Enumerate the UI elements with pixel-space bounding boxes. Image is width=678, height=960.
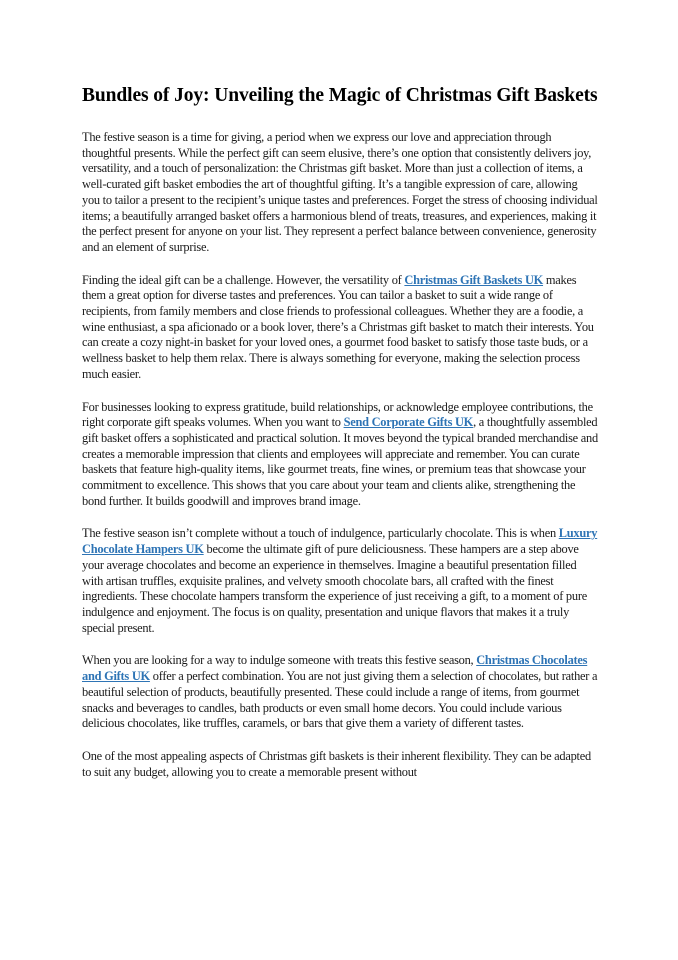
paragraph-text-after: makes them a great option for diverse tastes and preferences. You can tailor a basket to suit a wide range of recipients, from family members and close friends to professional colleagues. Whether they are a foodie, a wine enthusiast, a spa aficionado or a book lover, there’s a Christmas gift basket to match their interests. You can create a cozy night-in basket for your loved ones, a gourmet food basket to satisfy those taste buds, or a wellness basket to help them relax. There is always something for everyone, making the selection process much easier. [82, 272, 594, 381]
luxury-chocolate-hampers-link[interactable]: Luxury Chocolate Hampers UK [82, 526, 598, 557]
christmas-gift-baskets-link[interactable]: Christmas Gift Baskets UK [404, 272, 544, 287]
paragraph-text-after: become the ultimate gift of pure deliciousness. These hampers are a step above your average chocolates and become an experience in themselves. Imagine a beautiful presentation filled with artisan truffles, exquisite pralines, and velvety smooth chocolate bars, all crafted with the finest ingredients. These chocolate hampers transform the experience of just receiving a gift, to a moment of pure indulgence and enjoyment. The focus is on quality, presentation and unique flavors that makes it a truly special present. [82, 542, 587, 635]
paragraph-6 [82, 749, 598, 780]
paragraph-text: One of the most appealing aspects of Christmas gift baskets is their inherent flexibility. They can be adapted to suit any budget, allowing you to create a memorable present without [82, 748, 591, 779]
paragraph-1 [82, 130, 598, 256]
send-corporate-gifts-link[interactable]: Send Corporate Gifts UK [343, 415, 474, 430]
paragraph-5 [82, 653, 598, 732]
christmas-chocolates-gifts-link[interactable]: Christmas Chocolates and Gifts UK [82, 653, 588, 684]
paragraph-2 [82, 273, 598, 383]
paragraph-text-before: Finding the ideal gift can be a challenge. However, the versatility of [82, 272, 405, 287]
paragraph-text-after: offer a perfect combination. You are not just giving them a selection of chocolates, but rather a beautiful selection of products, beautifully presented. These could include a range of items, from gourmet snacks and beverages to candles, bath products or even small home decors. You could include various delicious chocolates, like truffles, caramels, or bars that give them a variety of different tastes. [82, 669, 598, 731]
paragraph-4 [82, 526, 598, 636]
paragraph-3 [82, 400, 598, 510]
paragraph-text-after: , a thoughtfully assembled gift basket offers a sophisticated and practical solution. It moves beyond the typical branded merchandise and creates a memorable impression that clients and employees will appreciate and remember. You can curate baskets that feature high-quality items, like gourmet treats, fine wines, or premium teas that showcase your commitment to excellence. This shows that you care about your team and clients alike, strengthening the bond further. It builds goodwill and improves brand image. [82, 415, 598, 508]
paragraph-text: The festive season is a time for giving, a period when we express our love and appreciation through thoughtful presents. While the perfect gift can seem elusive, there’s one option that consistently delivers joy, versatility, and a touch of personalization: the Christmas gift basket. More than just a collection of items, a well-curated gift basket embodies the art of thoughtful gifting. It’s a tangible expression of care, allowing you to tailor a present to the recipient’s unique tastes and preferences. Forget the stress of choosing individual items; a beautifully arranged basket offers a harmonious blend of treats, treasures, and experiences, making it the perfect present for anyone on your list. They represent a perfect balance between convenience, generosity and an element of surprise. [82, 130, 598, 254]
paragraph-text-before: For businesses looking to express gratitude, build relationships, or acknowledge employee contributions, the right corporate gift speaks volumes. When you want to [82, 399, 593, 430]
article [82, 84, 598, 797]
page-title: Bundles of Joy: Unveiling the Magic of Christmas Gift Baskets [82, 85, 598, 106]
paragraph-text-before: The festive season isn’t complete without a touch of indulgence, particularly chocolate. This is when [82, 526, 559, 541]
paragraph-text-before: When you are looking for a way to indulge someone with treats this festive season, [82, 653, 477, 668]
